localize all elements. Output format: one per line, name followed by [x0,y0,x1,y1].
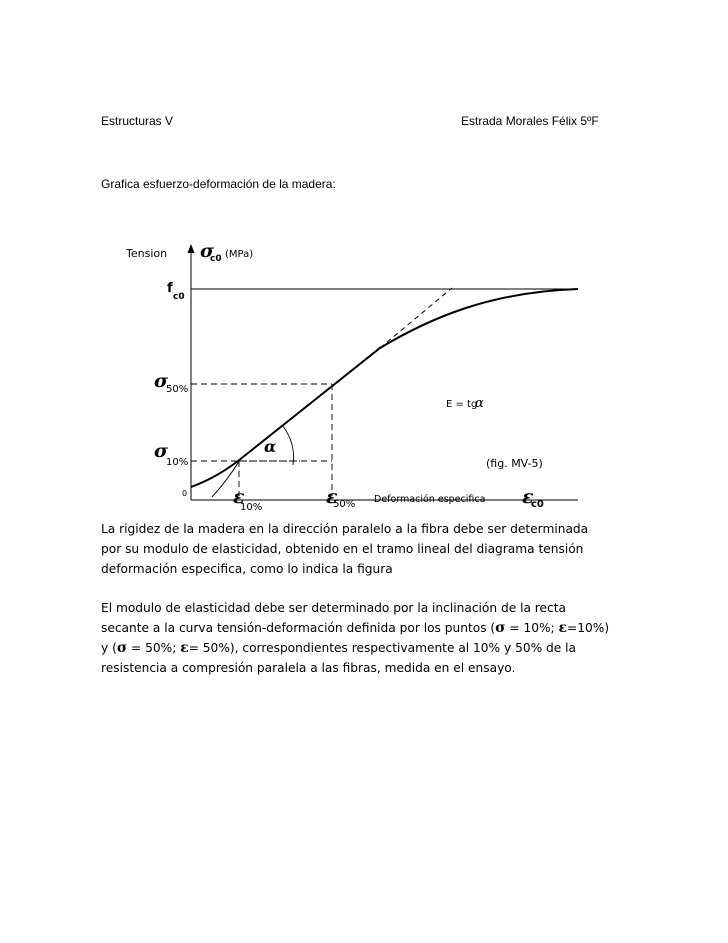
eps10-label: ε [233,486,245,508]
text-fragment: secante a la curva tensión-deformación definida por los puntos ( [101,621,496,635]
paragraph-line: por su modulo de elasticidad, obtenido en el tramo lineal del diagrama tensión [101,542,584,556]
sigma10-sub: 10% [166,457,189,468]
sigma50-sub: 50% [166,384,189,395]
x-axis-sub: c0 [531,499,544,510]
text-fragment: y ( [101,641,117,655]
x-axis-word: Deformación especifica [374,494,486,505]
sigma-symbol: σ [116,640,128,656]
epsilon-symbol: ε [180,640,189,656]
fc0-sub: c0 [173,292,185,302]
y-axis-sub: c0 [210,254,222,264]
y-axis-word: Tension [126,247,168,260]
paragraph-line: deformación especifica, como lo indica la figura [101,562,393,576]
paragraph-rigidity [101,519,641,579]
paragraph-modulus [101,598,641,678]
eps50-sub: 50% [333,499,356,510]
origin-label: 0 [182,489,188,498]
header-course: Estructuras V [101,114,174,128]
y-axis-arrow [188,244,195,253]
text-fragment: =10%) [567,621,610,635]
eps50-label: ε [326,486,338,508]
sigma10-label: σ [154,440,169,462]
text-fragment: = 10%; [505,621,559,635]
fc0-label: f [167,281,173,296]
sigma50-label: σ [154,370,169,392]
text-fragment: = 50%), correspondientes respectivamente al 10% y 50% de la [188,641,577,655]
y-axis-unit: (MPa) [225,249,254,260]
paragraph-line: resistencia a compresión paralela a las fibras, medida en el ensayo. [101,661,516,675]
text-fragment: = 50%; [127,641,181,655]
section-subtitle: Grafica esfuerzo-deformación de la madera: [101,177,336,191]
header-author: Estrada Morales Félix 5ºF [461,114,599,128]
figure-reference: (fig. MV-5) [486,457,543,470]
epsilon-symbol: ε [558,620,568,636]
eps10-sub: 10% [240,502,263,513]
paragraph-line [101,638,641,658]
modulus-alpha: α [475,396,484,411]
alpha-label: α [264,437,277,456]
y-axis-symbol: σ [200,240,215,262]
x-axis-symbol: ε [522,486,534,508]
paragraph-line [101,618,641,638]
paragraph-line: El modulo de elasticidad debe ser determinado por la inclinación de la recta [101,601,566,615]
paragraph-line: La rigidez de la madera en la dirección paralelo a la fibra debe ser determinada [101,522,589,536]
modulus-equation: E = tg [446,399,478,410]
sigma-symbol: σ [495,620,506,636]
alpha-arc [283,426,294,465]
